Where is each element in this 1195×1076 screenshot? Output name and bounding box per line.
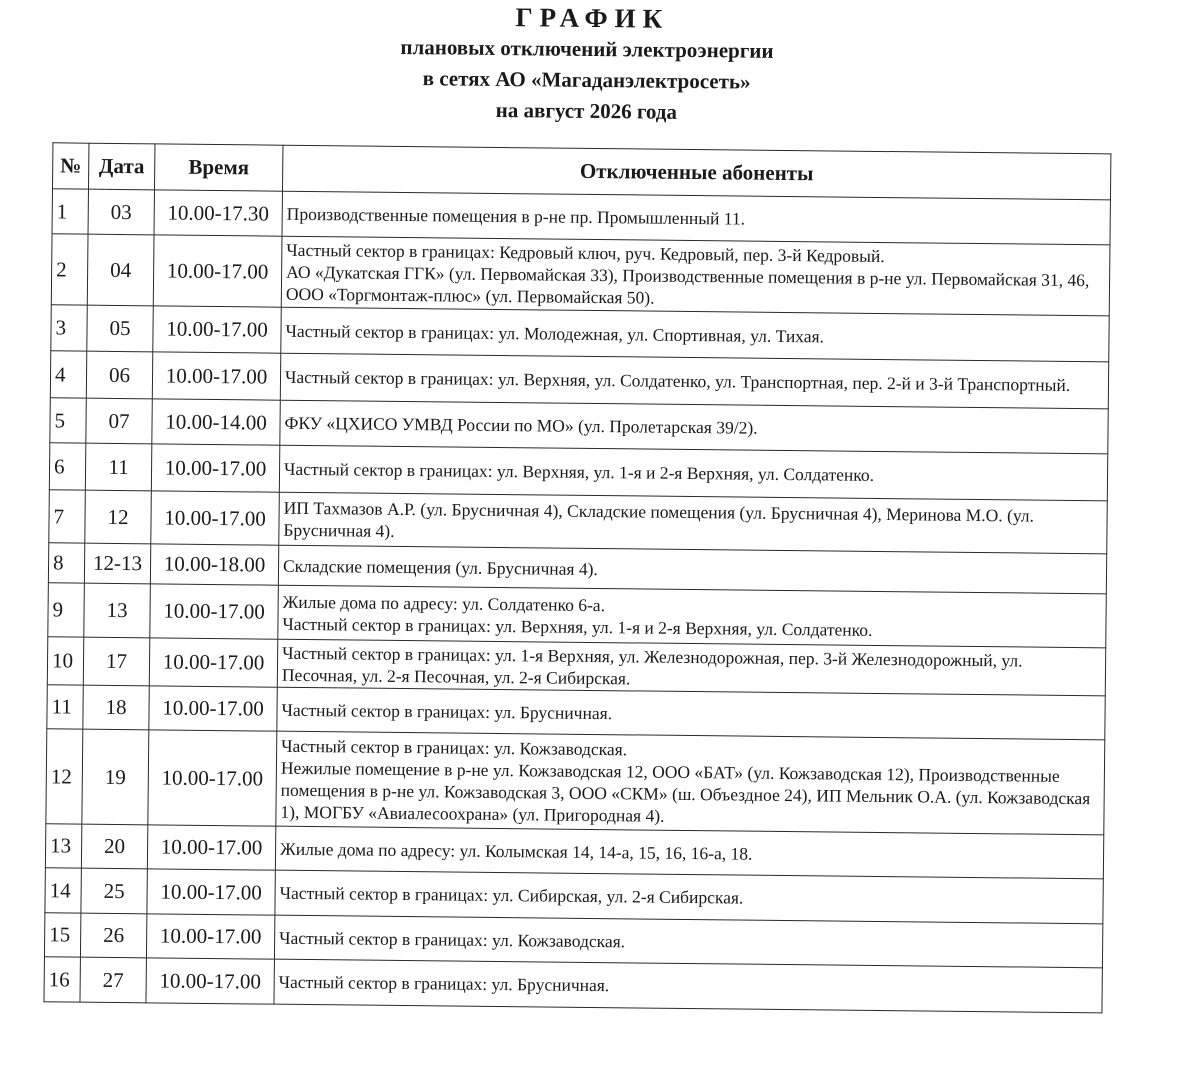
row-subscribers: ФКУ «ЦХИСО УМВД России по МО» (ул. Пролетарская 39/2). [280,400,1108,454]
row-time: 10.00-17.30 [154,190,282,236]
row-date: 07 [86,398,152,444]
row-date: 27 [80,957,146,1003]
row-number: 10 [47,637,84,685]
outage-schedule-table [43,142,1111,1013]
row-subscribers: Жилые дома по адресу: ул. Солдатенко 6-а. Частный сектор в границах: ул. Верхняя, ул. 1-я и 2-я Верхняя, ул. Солдатенко. [278,585,1107,648]
row-subscribers: Частный сектор в границах: ул. Сибирская, ул. 2-я Сибирская. [275,870,1103,924]
row-date: 05 [87,305,153,352]
row-subscribers: Частный сектор в границах: ул. Кожзаводская. [274,915,1102,968]
subtitle-line-3: на август 2026 года [495,97,678,124]
row-subscribers: Частный сектор в границах: ул. Кожзаводская. Нежилые помещение в р-не ул. Кожзаводская 12, ООО «БАТ» (ул. Кожзаводская 12), Производственные помещения в р-не ул. Кожзаводская 3, ООО «СКМ» (ш. Объездное 24), ИП Мельник О.А. (ул. Кожзаводская 1), МОГБУ «Авиалесоохрана» (ул. Пригородная 4). [276,731,1105,835]
row-subscribers: Частный сектор в границах: ул. Верхняя, ул. 1-я и 2-я Верхняя, ул. Солдатенко. [279,445,1107,501]
row-date: 12 [85,490,152,544]
row-date: 04 [87,234,154,306]
row-number: 2 [51,234,88,305]
row-time: 10.00-17.00 [153,306,281,353]
row-number: 7 [49,490,86,543]
row-subscribers: Частный сектор в границах: ул. Верхняя, ул. Солдатенко, ул. Транспортная, пер. 2-й и 3-й Транспортный. [280,353,1108,409]
row-date: 17 [83,637,149,686]
row-number: 5 [50,398,86,443]
table-row [46,729,1105,835]
subtitle-line-2: в сетях АО «Магаданэлектросеть» [422,66,751,94]
row-date: 19 [82,729,149,825]
table-body [44,189,1110,1013]
subtitle-line-1: плановых отключений электроэнергии [400,34,774,63]
document-title: ГРАФИК [515,2,670,34]
row-time: 10.00-17.00 [149,638,277,687]
row-number: 13 [45,824,81,868]
row-number: 8 [48,543,84,583]
column-header-date: Дата [88,143,154,190]
row-number: 1 [52,189,88,234]
row-subscribers: Частный сектор в границах: Кедровый ключ, руч. Кедровый, пер. 3-й Кедровый. АО «Дукатская ГГК» (ул. Первомайская 33), Производственные помещения в р-не ул. Первомайская 31, 46, ООО «Торгмонтаж-плюс» (ул. Первомайская 50). [281,236,1110,316]
row-time: 10.00-17.00 [146,914,274,959]
row-subscribers: Жилые дома по адресу: ул. Колымская 14, 14-а, 15, 16, 16-а, 18. [275,826,1103,879]
document-header [0,0,1175,133]
row-number: 4 [50,351,86,398]
row-number: 3 [51,305,87,351]
row-date: 06 [86,351,152,399]
row-time: 10.00-17.00 [147,825,275,870]
row-time: 10.00-17.00 [147,869,275,915]
row-time: 10.00-17.00 [151,491,280,545]
table-row [51,234,1110,316]
row-subscribers: Производственные помещения в р-не пр. Промышленный 11. [282,191,1110,245]
row-time: 10.00-14.00 [152,399,280,445]
row-date: 12-13 [84,543,150,584]
row-number: 6 [49,443,85,490]
row-subscribers: Складские помещения (ул. Брусничная 4). [278,545,1106,594]
row-subscribers: Частный сектор в границах: ул. Брусничная. [277,687,1105,740]
column-header-subscribers: Отключенные абоненты [282,145,1110,200]
row-date: 26 [80,913,146,958]
row-date: 11 [85,443,151,491]
row-subscribers: ИП Тахмазов А.Р. (ул. Брусничная 4), Складские помещения (ул. Брусничная 4), Меринова М.О. (ул. Брусничная 4). [279,492,1108,554]
row-time: 10.00-17.00 [153,235,282,307]
row-number: 16 [44,957,80,1002]
row-number: 12 [46,729,83,824]
column-header-number: № [52,143,88,189]
row-date: 13 [84,583,151,638]
row-subscribers: Частный сектор в границах: ул. Брусничная. [274,959,1102,1013]
column-header-time: Время [154,144,282,191]
row-time: 10.00-17.00 [151,444,279,492]
row-time: 10.00-17.00 [150,584,279,639]
row-number: 9 [48,583,85,637]
row-time: 10.00-17.00 [152,352,280,400]
row-subscribers: Частный сектор в границах: ул. 1-я Верхняя, ул. Железнодорожная, пер. 3-й Железнодорожный, ул. Песочная, ул. 2-я Песочная, ул. 2-я Сибирская. [277,639,1105,696]
row-time: 10.00-17.00 [146,958,274,1004]
row-time: 10.00-17.00 [149,686,277,731]
row-subscribers: Частный сектор в границах: ул. Молодежная, ул. Спортивная, ул. Тихая. [281,307,1109,362]
row-time: 10.00-17.00 [148,730,277,826]
row-number: 15 [44,913,80,957]
row-time: 10.00-18.00 [150,544,278,585]
row-date: 03 [88,189,154,235]
row-number: 14 [45,868,81,913]
row-date: 25 [81,868,147,914]
row-date: 18 [83,685,149,730]
row-number: 11 [47,685,83,729]
row-date: 20 [81,824,147,869]
